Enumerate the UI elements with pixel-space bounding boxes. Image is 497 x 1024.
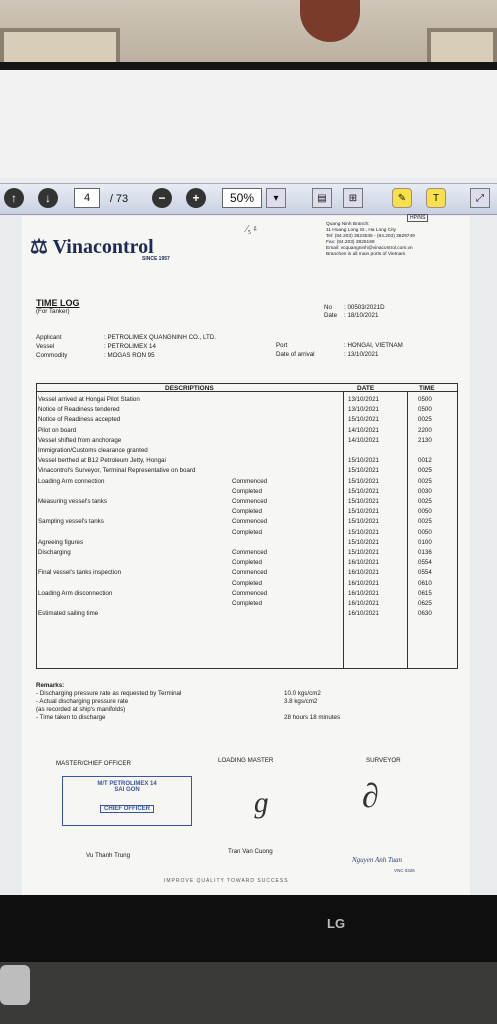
- row-desc: Final vessel's tanks inspection: [38, 569, 122, 577]
- row-desc: Sampling vessel's tanks: [38, 518, 104, 526]
- zoom-level-input[interactable]: 50%: [222, 188, 262, 208]
- brand-logo: ⚖ Vinacontrol: [30, 236, 154, 258]
- brand-name: Vinacontrol: [52, 236, 154, 258]
- row-time: 0030: [418, 487, 432, 495]
- row-date: 15/10/2021: [348, 549, 379, 556]
- row-sub: Commenced: [232, 589, 268, 597]
- row-time: 0554: [418, 559, 432, 567]
- row-desc: Immigration/Customs clearance granted: [38, 447, 148, 454]
- row-sub: Completed: [232, 600, 262, 607]
- fit-width-icon[interactable]: ⊞: [343, 188, 363, 208]
- row-time: 0615: [418, 589, 432, 597]
- row-sub: Commenced: [232, 477, 268, 485]
- timelog-header: [36, 383, 458, 392]
- branch-line: Email: vcquangninh@vinacontrol.com.vn: [326, 246, 413, 251]
- surveyor-signature: ∂: [362, 778, 379, 815]
- remarks-title: Remarks:: [36, 682, 65, 689]
- sign-loading-label: LOADING MASTER: [218, 757, 274, 764]
- row-time: 0500: [418, 406, 432, 414]
- date-value: : 18/10/2021: [344, 312, 379, 319]
- row-desc: Measuring vessel's tanks: [38, 498, 107, 505]
- next-page-icon[interactable]: ↓: [38, 188, 58, 208]
- table-row: [36, 610, 456, 617]
- comment-icon[interactable]: ✎: [392, 188, 412, 208]
- row-time: 2200: [418, 426, 432, 434]
- table-row: [36, 416, 456, 423]
- fit-page-icon[interactable]: ▤: [312, 188, 332, 208]
- no-value: : 00503/2021D: [344, 304, 385, 311]
- row-sub: Commenced: [232, 549, 268, 556]
- table-row: [36, 559, 456, 566]
- branch-line: Quang Ninh Branch:: [326, 222, 370, 227]
- doc-title: TIME LOG: [36, 298, 80, 308]
- name-surveyor: Nguyen Anh Tuan: [352, 856, 403, 864]
- table-row: [36, 590, 456, 597]
- row-time: 0554: [418, 569, 432, 577]
- brand-since: SINCE 1957: [142, 256, 170, 262]
- row-desc: Notice of Readiness accepted: [38, 416, 121, 424]
- row-date: 15/10/2021: [348, 416, 379, 424]
- surveyor-code: VNC 0326: [394, 868, 415, 873]
- port-value: : HONGAI, VIETNAM: [344, 342, 403, 349]
- row-date: 16/10/2021: [348, 569, 379, 577]
- row-date: 16/10/2021: [348, 600, 379, 607]
- row-sub: Commenced: [232, 569, 268, 577]
- row-desc: Pilot on board: [38, 426, 77, 434]
- table-row: [36, 580, 456, 587]
- row-date: 15/10/2021: [348, 467, 379, 475]
- branch-line: Branches in all main ports of Vietnam: [326, 252, 406, 257]
- row-desc: Vessel shifted from anchorage: [38, 436, 122, 444]
- col-time: TIME: [419, 385, 435, 392]
- table-row: [36, 467, 456, 474]
- screen: [0, 70, 497, 920]
- row-time: 0025: [418, 467, 432, 475]
- applicant-label: Applicant: [36, 334, 62, 341]
- table-row: [36, 488, 456, 495]
- date-label: Date: [324, 312, 338, 319]
- row-sub: Completed: [232, 559, 262, 567]
- table-row: [36, 498, 456, 505]
- row-desc: Vessel arrived at Hongai Pilot Station: [38, 396, 140, 403]
- table-row: [36, 406, 456, 413]
- commodity-value: : MOGAS RON 95: [104, 352, 155, 359]
- row-date: 15/10/2021: [348, 457, 379, 465]
- vessel-value: : PETROLIMEX 14: [104, 343, 156, 350]
- applicant-value: : PETROLIMEX QUANGNINH CO., LTD.: [104, 334, 216, 341]
- row-date: 13/10/2021: [348, 396, 379, 403]
- table-row: [36, 437, 456, 444]
- page-total: / 73: [109, 193, 129, 205]
- row-date: 14/10/2021: [348, 426, 379, 434]
- zoom-out-icon[interactable]: −: [152, 188, 172, 208]
- table-row: [36, 457, 456, 464]
- row-time: 0100: [418, 538, 432, 546]
- row-desc: Discharging: [38, 549, 71, 556]
- row-time: 0025: [418, 498, 432, 505]
- row-date: 15/10/2021: [348, 518, 379, 526]
- table-row: [36, 427, 456, 434]
- row-date: 15/10/2021: [348, 508, 379, 516]
- table-row: [36, 508, 456, 515]
- branch-line: Tel: (84.203) 3823535 - (84.203) 3829749: [326, 234, 415, 239]
- row-time: 0136: [418, 549, 432, 556]
- row-date: 15/10/2021: [348, 538, 379, 546]
- remark-line: - Discharging pressure rate as requested by Terminal: [36, 690, 182, 697]
- sign-master-label: MASTER/CHIEF OFFICER: [56, 760, 131, 767]
- branch-info: [326, 222, 415, 258]
- remark-line: (as recorded at ship's manifolds): [36, 706, 126, 713]
- table-row: [36, 447, 456, 454]
- row-time: 0025: [418, 477, 432, 485]
- col-date: DATE: [357, 385, 375, 392]
- remark-line: - Time taken to discharge: [36, 714, 106, 721]
- row-desc: Agreeing figures: [38, 538, 84, 546]
- row-sub: Commenced: [232, 498, 268, 505]
- highlight-icon[interactable]: T: [426, 188, 446, 208]
- monitor-brand: LG: [327, 916, 346, 931]
- branch-line: Fax: (84.203) 3826169: [326, 240, 375, 245]
- row-sub: Completed: [232, 487, 262, 495]
- no-label: No: [324, 304, 332, 311]
- name-master: Vu Thanh Trung: [86, 852, 131, 859]
- page-number-input[interactable]: 4: [74, 188, 100, 208]
- expand-icon[interactable]: ⤢: [470, 188, 490, 208]
- row-date: 15/10/2021: [348, 477, 379, 485]
- row-desc: Loading Arm connection: [38, 477, 105, 485]
- zoom-dropdown-icon[interactable]: ▾: [266, 188, 286, 208]
- row-time: 0610: [418, 579, 432, 587]
- vessel-label: Vessel: [36, 343, 55, 350]
- stamp-line: M/T PETROLIMEX 14: [97, 781, 157, 787]
- table-row: [36, 539, 456, 546]
- row-sub: Completed: [232, 579, 262, 587]
- screen-glare-area: [0, 70, 497, 178]
- arrival-value: : 13/10/2021: [344, 351, 379, 358]
- row-date: 15/10/2021: [348, 528, 379, 536]
- commodity-label: Commodity: [36, 352, 68, 359]
- desk-object: [0, 965, 30, 1005]
- table-row: [36, 478, 456, 485]
- row-time: 0012: [418, 457, 432, 465]
- branch-line: 11 Hoang Long St., Ha Long City: [326, 228, 397, 233]
- pdf-page: [22, 216, 470, 900]
- footer-slogan: IMPROVE QUALITY TOWARD SUCCESS: [164, 878, 289, 884]
- corner-stamp: HP/NS: [407, 214, 428, 222]
- stamp-line: SAI GON: [114, 787, 140, 793]
- table-row: [36, 569, 456, 576]
- loading-master-signature: ɡ: [254, 786, 269, 819]
- table-row: [36, 549, 456, 556]
- vessel-stamp: [62, 776, 192, 826]
- table-row: [36, 529, 456, 536]
- row-date: 15/10/2021: [348, 498, 379, 505]
- row-date: 16/10/2021: [348, 610, 379, 618]
- sign-surveyor-label: SURVEYOR: [366, 757, 401, 764]
- row-time: 0050: [418, 508, 432, 516]
- row-sub: Commenced: [232, 518, 268, 526]
- ceiling-lamp: [300, 0, 360, 42]
- row-desc: Notice of Readiness tendered: [38, 406, 120, 414]
- remark-line: - Actual discharging pressure rate: [36, 698, 129, 705]
- name-loading: Tran Van Cuong: [228, 848, 273, 855]
- row-sub: Completed: [232, 508, 262, 516]
- port-label: Port: [276, 342, 288, 349]
- row-desc: Estimated sailing time: [38, 610, 99, 618]
- row-date: 13/10/2021: [348, 406, 379, 414]
- background-room: [0, 0, 497, 70]
- row-time: 0050: [418, 528, 432, 536]
- row-time: 0500: [418, 396, 432, 403]
- table-row: [36, 600, 456, 607]
- row-date: 16/10/2021: [348, 579, 379, 587]
- handwritten-mark: ⁄₅ ᵍ: [246, 224, 257, 235]
- row-date: 14/10/2021: [348, 436, 379, 444]
- zoom-in-icon[interactable]: +: [186, 188, 206, 208]
- row-time: 0025: [418, 416, 432, 424]
- row-time: 2130: [418, 436, 432, 444]
- row-desc: Vessel berthed at B12 Petroleum Jetty, Hongai: [38, 457, 166, 465]
- row-date: 16/10/2021: [348, 559, 379, 567]
- row-desc: Vinacontrol's Surveyor, Terminal Representative on board: [38, 467, 196, 475]
- stamp-line: CHIEF OFFICER: [100, 805, 154, 813]
- table-row: [36, 396, 456, 403]
- arrival-label: Date of arrival: [276, 351, 315, 358]
- doc-subtitle: (For Tanker): [36, 308, 70, 315]
- desk: [0, 962, 497, 1024]
- remark-value: 10.0 kgs/cm2: [284, 690, 321, 697]
- row-date: 15/10/2021: [348, 487, 379, 495]
- row-time: 0625: [418, 600, 432, 607]
- row-desc: Loading Arm disconnection: [38, 589, 113, 597]
- col-descriptions: DESCRIPTIONS: [165, 385, 214, 392]
- remark-value: 28 hours 18 minutes: [284, 714, 341, 721]
- prev-page-icon[interactable]: ↑: [4, 188, 24, 208]
- row-date: 16/10/2021: [348, 589, 379, 597]
- pdf-toolbar: [0, 183, 497, 215]
- row-time: 0025: [418, 518, 432, 526]
- row-sub: Completed: [232, 528, 262, 536]
- table-row: [36, 518, 456, 525]
- room-window: [0, 28, 120, 66]
- row-time: 0630: [418, 610, 432, 618]
- room-window: [427, 28, 497, 66]
- remark-value: 3.8 kgs/cm2: [284, 698, 318, 705]
